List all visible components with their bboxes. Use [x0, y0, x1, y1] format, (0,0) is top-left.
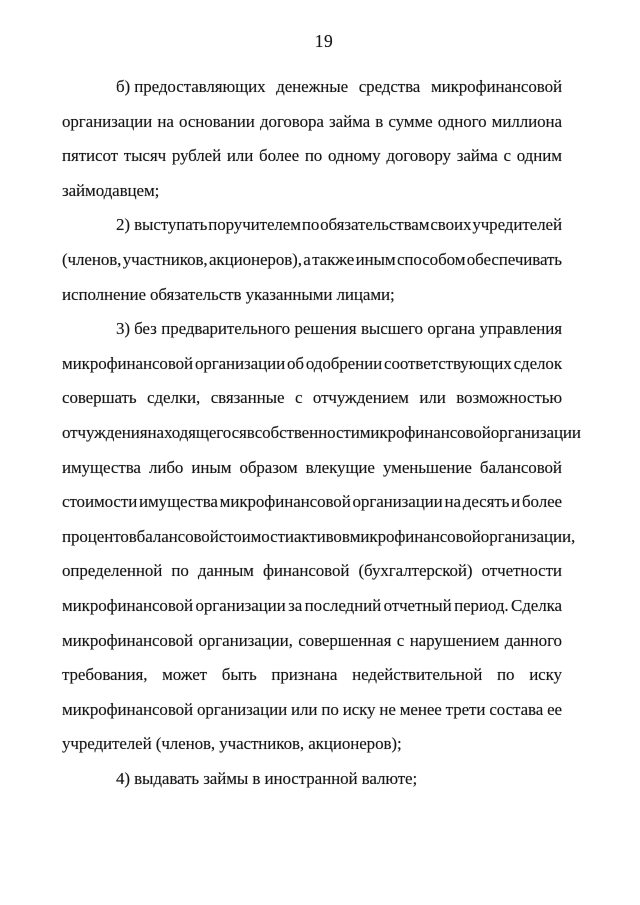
word: собственности [254, 422, 360, 442]
word: может [162, 665, 207, 685]
word: поручителем [208, 215, 301, 235]
word: обеспечивать [466, 249, 562, 269]
word: десять [462, 492, 510, 512]
word: организации [352, 492, 443, 512]
word: решения [294, 319, 357, 339]
word: а [303, 249, 311, 269]
word: по [497, 665, 515, 685]
word: или [291, 699, 318, 719]
word: сумме [388, 111, 433, 131]
word: участников, [122, 249, 208, 269]
word: состава [489, 699, 544, 719]
text-line [62, 624, 562, 659]
word: данным [197, 561, 254, 581]
word: микрофинансовой [349, 526, 481, 546]
word: Сделка [511, 595, 562, 615]
word: трети [445, 699, 486, 719]
word: на [157, 111, 174, 131]
text-line [62, 554, 562, 589]
word: микрофинансовой [62, 630, 194, 650]
word: основании [179, 111, 255, 131]
text-line [62, 589, 562, 624]
word: иным [191, 457, 232, 477]
text-line [62, 347, 562, 382]
text-line [62, 416, 581, 451]
text-line: учредителей (членов, участников, акционеров); [62, 734, 402, 754]
word: влекущие [305, 457, 375, 477]
paragraph-item-2 [62, 208, 562, 312]
text-line [62, 105, 562, 140]
word: микрофинансовой [430, 77, 562, 96]
word: или [226, 146, 254, 166]
text-line [62, 139, 562, 174]
word: одним [516, 146, 562, 166]
word: учредителей [472, 215, 562, 235]
word: не [379, 699, 396, 719]
word: имущества [139, 492, 218, 512]
word: высшего [360, 319, 423, 339]
word: отчетный [383, 595, 452, 615]
word: возможностью [456, 388, 562, 408]
word: с [503, 146, 511, 166]
word: на [444, 492, 461, 512]
word: совершенная [298, 630, 392, 650]
word: совершать [62, 388, 137, 408]
text-line [62, 70, 562, 105]
word: стоимости [218, 526, 294, 546]
word: организации [490, 422, 581, 442]
word: менее [399, 699, 442, 719]
paragraph-item-4 [62, 762, 562, 797]
word: микрофинансовой [62, 699, 194, 719]
word: нарушением [409, 630, 500, 650]
text-line [62, 485, 562, 520]
text-line [62, 312, 562, 347]
text-line: 4) выдавать займы в иностранной валюте; [116, 768, 418, 788]
word: управления [479, 319, 562, 339]
word: более [259, 146, 300, 166]
text-line [62, 208, 562, 243]
text-line: займодавцем; [62, 180, 160, 200]
word: микрофинансовой [219, 492, 351, 512]
word: (бухгалтерской) [358, 561, 473, 581]
word: отчуждением [312, 388, 409, 408]
word: займа [329, 111, 371, 131]
word: финансовой [262, 561, 350, 581]
word: обязательствам [320, 215, 430, 235]
word: и [511, 492, 521, 512]
word: договору [386, 146, 451, 166]
text-line [62, 451, 562, 486]
word: образом [239, 457, 298, 477]
word: определенной [62, 561, 163, 581]
word: в [246, 422, 255, 442]
word: стоимости [62, 492, 138, 512]
word: в [375, 111, 384, 131]
text-line [62, 381, 562, 416]
word: миллиона [491, 111, 562, 131]
word: микрофинансовой [62, 595, 194, 615]
word: последний [304, 595, 382, 615]
word: пятисот [62, 146, 118, 166]
word: активов [293, 526, 350, 546]
word: находящегося [147, 422, 247, 442]
document-body [62, 70, 581, 796]
word: уменьшение [382, 457, 472, 477]
word: с [396, 630, 405, 650]
word: иску [529, 665, 562, 685]
word: 3) без [116, 319, 157, 339]
word: предварительного [161, 319, 290, 339]
word: одному [327, 146, 381, 166]
word: денежные [276, 77, 349, 96]
word: сделок [513, 353, 562, 373]
word: сделки, [147, 388, 201, 408]
text-line [62, 520, 576, 555]
word: организации [194, 353, 286, 373]
word: признана [271, 665, 338, 685]
word: требования, [62, 665, 148, 685]
word: 2) выступать [116, 215, 208, 235]
word: средства [358, 77, 421, 96]
word: акционеров), [208, 249, 302, 269]
word: иску [342, 699, 376, 719]
word: (членов, [62, 249, 122, 269]
word: микрофинансовой [359, 422, 491, 442]
word: способом [396, 249, 466, 269]
word: за [288, 595, 303, 615]
paragraph-item-b [62, 70, 562, 208]
page-number: 19 [314, 31, 334, 51]
word: балансовой [136, 526, 219, 546]
word: организации, [198, 630, 293, 650]
word: связанные [210, 388, 285, 408]
word: по [304, 146, 323, 166]
word: данного [504, 630, 562, 650]
text-line [62, 693, 562, 728]
word: организации [195, 595, 286, 615]
word: недействительной [352, 665, 483, 685]
word: органа [427, 319, 475, 339]
word: одного [437, 111, 487, 131]
word: также [312, 249, 355, 269]
word: микрофинансовой [62, 353, 194, 373]
word: рублей [171, 146, 222, 166]
word: период. [454, 595, 509, 615]
word: балансовой [479, 457, 562, 477]
word: своих [430, 215, 472, 235]
word: организации [196, 699, 288, 719]
word: одобрении [305, 353, 383, 373]
word: по [321, 699, 339, 719]
text-line [62, 243, 562, 278]
word: тысяч [123, 146, 167, 166]
word: быть [221, 665, 257, 685]
word: б) предоставляющих [116, 77, 266, 96]
word: соответствующих [384, 353, 512, 373]
word: с [294, 388, 303, 408]
word: организации, [480, 526, 576, 546]
text-line: исполнение обязательств указанными лицами; [62, 284, 395, 304]
word: имущества [62, 457, 141, 477]
text-line [62, 658, 562, 693]
word: отчетности [481, 561, 562, 581]
word: более [521, 492, 562, 512]
word: по [171, 561, 189, 581]
word: либо [148, 457, 184, 477]
word: отчуждения [62, 422, 148, 442]
word: организации [62, 111, 153, 131]
word: об [287, 353, 304, 373]
paragraph-item-3 [62, 312, 581, 762]
word: процентов [62, 526, 137, 546]
word: по [301, 215, 320, 235]
word: иным [355, 249, 396, 269]
word: ее [547, 699, 562, 719]
word: займа [456, 146, 498, 166]
word: или [419, 388, 446, 408]
word: договора [260, 111, 324, 131]
